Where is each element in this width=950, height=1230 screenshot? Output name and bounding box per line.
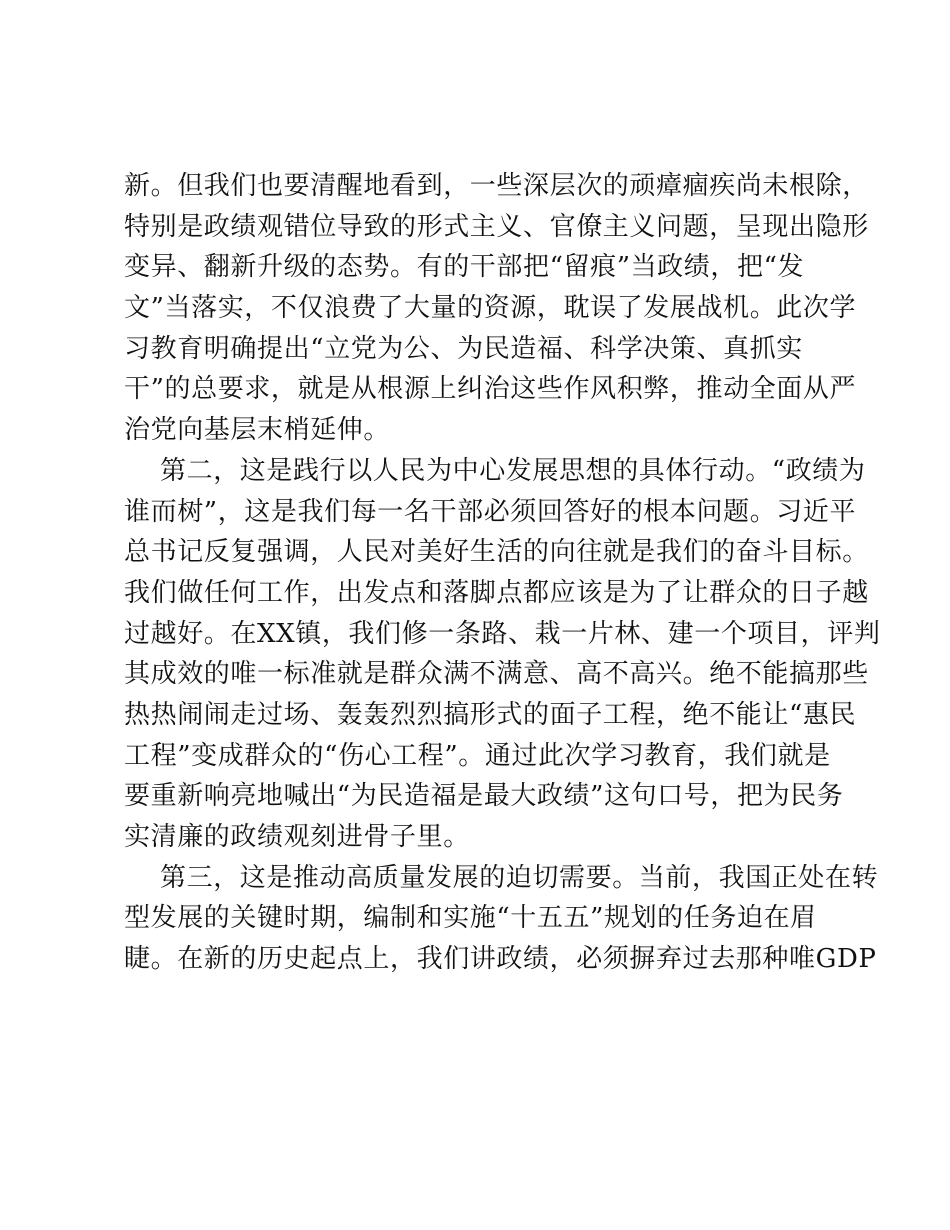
text-line: 治党向基层末梢延伸。 [124,415,391,446]
text-line: 文”当落实，不仅浪费了大量的资源，耽误了发展战机。此次学 [124,293,857,324]
text-line: 热热闹闹走过场、轰轰烈烈搞形式的面子工程，绝不能让“惠民 [124,699,857,730]
text-line: 总书记反复强调，人民对美好生活的向往就是我们的奋斗目标。 [124,537,869,568]
text-line: 其成效的唯一标准就是群众满不满意、高不高兴。绝不能搞那些 [124,659,869,690]
text-line: 特别是政绩观错位导致的形式主义、官僚主义问题，呈现出隐形 [124,211,869,242]
text-line: 睫。在新的历史起点上，我们讲政绩，必须摒弃过去那种唯GDP [124,944,877,975]
body-text [124,166,881,980]
text-line: 型发展的关键时期，编制和实施“十五五”规划的任务迫在眉 [124,903,817,934]
text-line: 工程”变成群众的“伤心工程”。通过此次学习教育，我们就是 [124,740,831,771]
paragraph-start-line: 第二，这是践行以人民为中心发展思想的具体行动。“政绩为 [160,455,866,486]
text-line: 实清廉的政绩观刻进骨子里。 [124,822,470,852]
text-line: 新。但我们也要清醒地看到，一些深层次的顽瘴痼疾尚未根除， [124,171,869,201]
text-line: 我们做任何工作，出发点和落脚点都应该是为了让群众的日子越 [124,577,869,608]
text-line: 干”的总要求，就是从根源上纠治这些作风积弊，推动全面从严 [124,374,857,405]
text-line: 过越好。在XX镇，我们修一条路、栽一片林、建一个项目，评判 [124,618,881,649]
text-line: 习教育明确提出“立党为公、为民造福、科学决策、真抓实 [124,333,803,364]
text-line: 变异、翻新升级的态势。有的干部把“留痕”当政绩，把“发 [124,252,805,283]
paragraph-start-line: 第三，这是推动高质量发展的迫切需要。当前，我国正处在转 [160,862,879,893]
text-line: 要重新响亮地喊出“为民造福是最大政绩”这句口号，把为民务 [124,781,844,812]
text-line: 谁而树”，这是我们每一名干部必须回答好的根本问题。习近平 [124,496,857,527]
